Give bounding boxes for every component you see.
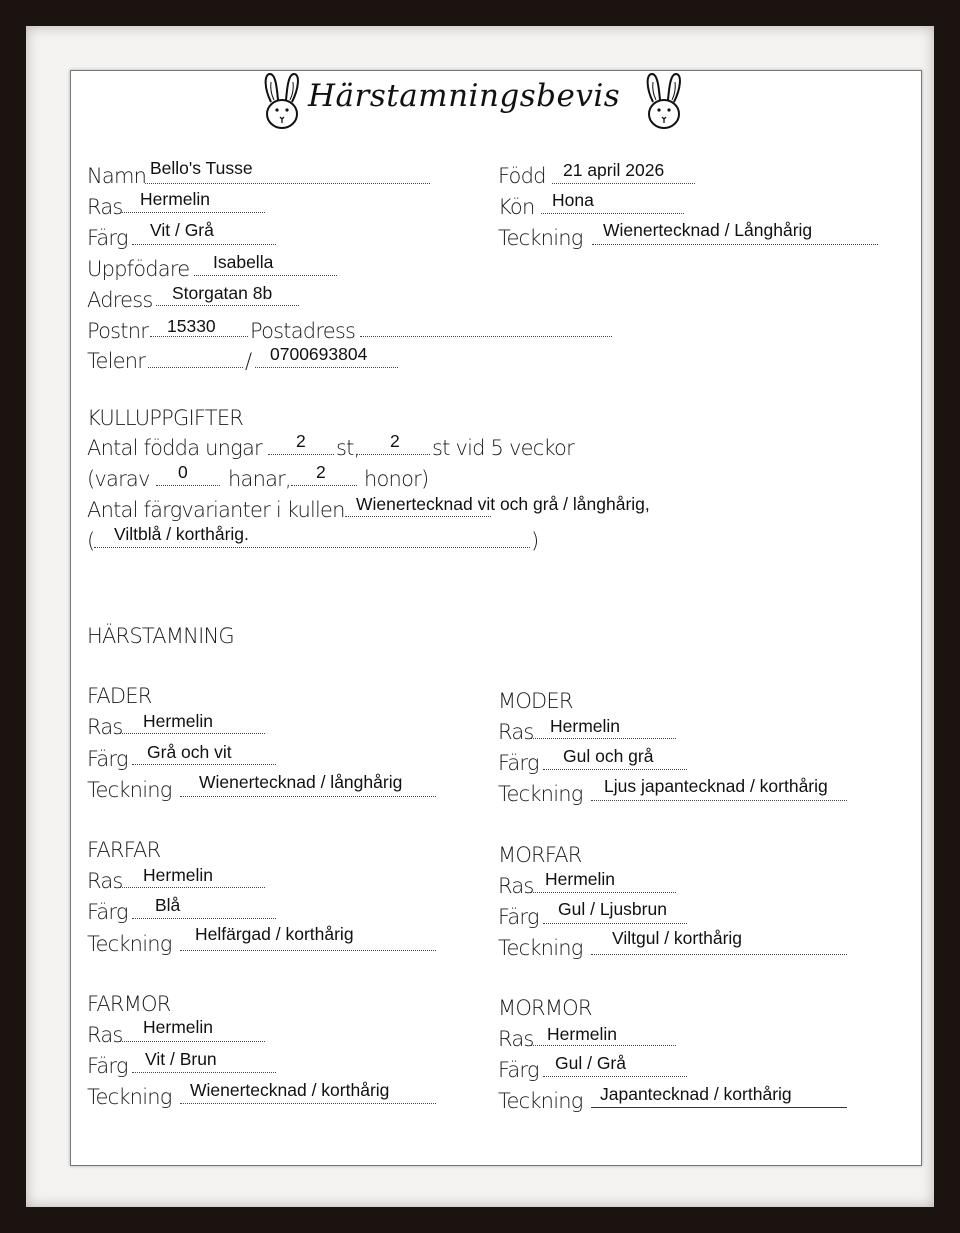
moder-teckning-line	[591, 800, 847, 801]
uppfodare-value[interactable]: Isabella	[213, 252, 274, 272]
kon-line	[541, 213, 684, 214]
morfar-farg-line	[543, 923, 687, 924]
farmor-teckning-line	[180, 1103, 436, 1104]
mormor-teckning-label: Teckning	[498, 1089, 583, 1113]
moder-ras-line	[531, 738, 676, 739]
adress-label: Adress	[87, 288, 153, 312]
ras-value[interactable]: Hermelin	[140, 189, 211, 209]
morfar-teckning-value[interactable]: Viltgul / korthårig	[612, 928, 743, 948]
uppfodare-line	[194, 275, 337, 276]
fargvarianter-value-1[interactable]: Wienertecknad vit och grå / långhårig,	[356, 494, 650, 514]
postadress-line	[360, 336, 612, 337]
hanar-line	[156, 485, 220, 486]
fader-ras-line	[120, 733, 265, 734]
moder-ras-label: Ras	[498, 720, 534, 744]
farfar-ras-label: Ras	[87, 869, 123, 893]
morfar-teckning-label: Teckning	[498, 936, 583, 960]
honor-label: honor)	[364, 467, 429, 491]
postadress-label: Postadress	[250, 319, 356, 343]
honor-value[interactable]: 2	[316, 462, 326, 482]
farfar-teckning-label: Teckning	[87, 932, 172, 956]
morfar-ras-value[interactable]: Hermelin	[545, 869, 616, 889]
st-label: st,	[336, 436, 360, 460]
farfar-title: FARFAR	[87, 838, 161, 862]
moder-teckning-value[interactable]: Ljus japantecknad / korthårig	[604, 776, 828, 796]
mormor-farg-label: Färg	[498, 1058, 539, 1082]
farfar-teckning-line	[180, 950, 436, 951]
moder-teckning-label: Teckning	[498, 782, 583, 806]
fodda-line	[268, 454, 334, 455]
fodd-line	[552, 183, 695, 184]
farfar-farg-line	[132, 918, 276, 919]
varav-label: (varav	[87, 467, 150, 491]
farmor-farg-value[interactable]: Vit / Brun	[145, 1049, 217, 1069]
adress-value[interactable]: Storgatan 8b	[172, 283, 273, 303]
farmor-ras-label: Ras	[87, 1023, 123, 1047]
mormor-teckning-line	[591, 1107, 847, 1108]
fargvarianter-value-2[interactable]: Viltblå / korthårig.	[114, 524, 249, 544]
mormor-ras-value[interactable]: Hermelin	[547, 1024, 618, 1044]
farmor-teckning-label: Teckning	[87, 1085, 172, 1109]
morfar-title: MORFAR	[498, 843, 582, 867]
bunny-icon	[258, 70, 306, 132]
ras-label: Ras	[87, 195, 123, 219]
paren-close: )	[531, 529, 539, 553]
morfar-ras-label: Ras	[498, 874, 534, 898]
fader-title: FADER	[87, 684, 152, 708]
moder-farg-line	[543, 769, 687, 770]
farmor-teckning-value[interactable]: Wienertecknad / korthårig	[190, 1080, 390, 1100]
farfar-ras-line	[120, 887, 265, 888]
moder-title: MODER	[498, 689, 573, 713]
farfar-farg-value[interactable]: Blå	[155, 895, 181, 915]
morfar-teckning-line	[591, 954, 847, 955]
teckning-value[interactable]: Wienertecknad / Långhårig	[603, 220, 813, 240]
fader-farg-value[interactable]: Grå och vit	[147, 742, 232, 762]
farmor-farg-line	[132, 1072, 276, 1073]
antal-fodda-label: Antal födda ungar	[87, 436, 262, 460]
farmor-ras-value[interactable]: Hermelin	[143, 1017, 214, 1037]
uppfodare-label: Uppfödare	[87, 257, 190, 281]
page-title: Härstamningsbevis	[308, 78, 621, 114]
ras-line	[120, 212, 265, 213]
kon-label: Kön	[498, 195, 535, 219]
fader-teckning-value[interactable]: Wienertecknad / långhårig	[199, 772, 403, 792]
telenr-label: Telenr	[87, 349, 146, 373]
fodd-value[interactable]: 21 april 2026	[563, 160, 665, 180]
telenr-line-2	[255, 367, 398, 368]
mormor-ras-line	[531, 1045, 676, 1046]
farg-line	[132, 244, 276, 245]
fodda-value[interactable]: 2	[296, 431, 306, 451]
fargvarianter-label: Antal färgvarianter i kullen	[87, 498, 345, 522]
moder-farg-label: Färg	[498, 751, 539, 775]
kull-heading: KULLUPPGIFTER	[87, 406, 244, 430]
namn-label: Namn	[87, 164, 147, 188]
telenr-slash: /	[245, 349, 252, 373]
telenr-value-2[interactable]: 0700693804	[270, 344, 368, 364]
fader-farg-line	[132, 764, 276, 765]
fader-farg-label: Färg	[87, 747, 128, 771]
hanar-label: hanar,	[228, 467, 291, 491]
mormor-farg-value[interactable]: Gul / Grå	[555, 1053, 626, 1073]
fargvarianter-line-2	[94, 547, 530, 548]
postnr-label: Postnr	[87, 319, 149, 343]
farfar-farg-label: Färg	[87, 900, 128, 924]
teckning-line	[592, 244, 878, 245]
vid-5-veckor-line	[356, 454, 430, 455]
paren-open: (	[87, 529, 95, 553]
bunny-icon	[640, 70, 688, 132]
fader-teckning-line	[180, 796, 436, 797]
fargvarianter-line-1	[345, 516, 491, 517]
namn-line	[145, 183, 430, 184]
honor-line	[291, 485, 357, 486]
mormor-title: MORMOR	[498, 996, 592, 1020]
farmor-farg-label: Färg	[87, 1054, 128, 1078]
namn-value[interactable]: Bello's Tusse	[150, 158, 253, 178]
kon-value[interactable]: Hona	[552, 190, 594, 210]
teckning-label: Teckning	[498, 226, 583, 250]
fodd-label: Född	[498, 164, 546, 188]
farmor-title: FARMOR	[87, 992, 171, 1016]
postnr-value[interactable]: 15330	[167, 316, 216, 336]
farfar-teckning-value[interactable]: Helfärgad / korthårig	[195, 924, 354, 944]
farfar-ras-value[interactable]: Hermelin	[143, 865, 214, 885]
mormor-ras-label: Ras	[498, 1027, 534, 1051]
postnr-line	[150, 336, 248, 337]
telenr-line-1	[148, 367, 243, 368]
fader-ras-label: Ras	[87, 715, 123, 739]
moder-farg-value[interactable]: Gul och grå	[563, 746, 654, 766]
morfar-ras-line	[531, 892, 676, 893]
moder-ras-value[interactable]: Hermelin	[550, 716, 621, 736]
morfar-farg-value[interactable]: Gul / Ljusbrun	[558, 899, 667, 919]
farg-label: Färg	[87, 226, 128, 250]
mormor-farg-line	[543, 1076, 687, 1077]
hanar-value[interactable]: 0	[178, 462, 188, 482]
adress-line	[156, 305, 299, 306]
st-vid-label: st vid 5 veckor	[432, 436, 574, 460]
fader-teckning-label: Teckning	[87, 778, 172, 802]
vid-5-veckor-value[interactable]: 2	[390, 431, 400, 451]
pedigree-heading: HÄRSTAMNING	[87, 624, 234, 648]
farg-value[interactable]: Vit / Grå	[150, 220, 214, 240]
fader-ras-value[interactable]: Hermelin	[143, 711, 214, 731]
farmor-ras-line	[120, 1041, 265, 1042]
morfar-farg-label: Färg	[498, 905, 539, 929]
mormor-teckning-value[interactable]: Japantecknad / korthårig	[600, 1084, 792, 1104]
